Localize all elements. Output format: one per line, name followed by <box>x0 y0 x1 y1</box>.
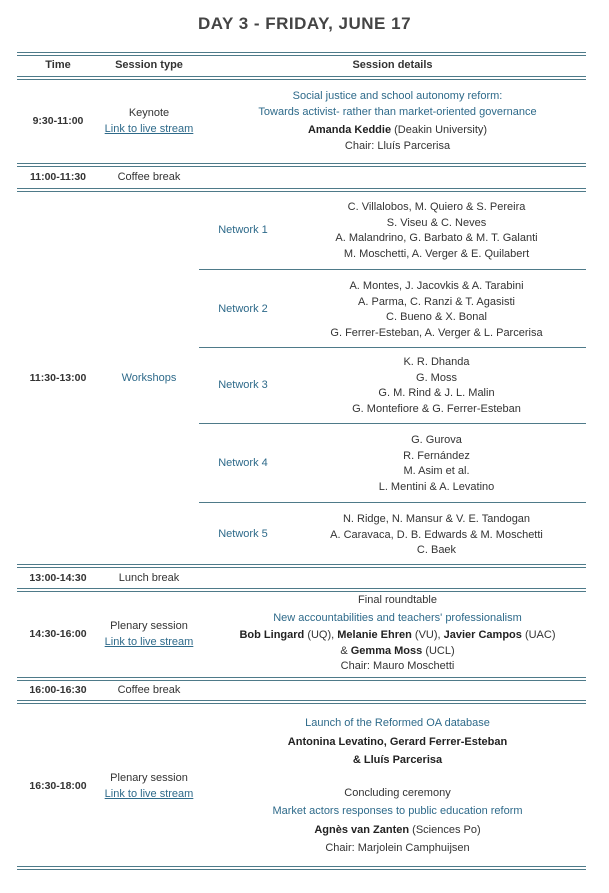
speakers-line-1 <box>209 733 586 752</box>
speaker-name: Javier Campos <box>443 629 522 641</box>
table-top-rule <box>17 52 586 56</box>
network-name: Network 2 <box>218 303 268 315</box>
time-cell: 13:00-14:30 <box>29 572 87 584</box>
network-presenters <box>287 512 586 559</box>
network-presenters <box>287 433 586 495</box>
session-label: Concluding ceremony <box>344 786 451 799</box>
presenter-line: M. Asim et al. <box>403 465 470 477</box>
speaker-name: & Lluís Parcerisa <box>352 754 443 766</box>
presenter-line: C. Villalobos, M. Quiero & S. Pereira <box>347 201 526 213</box>
speaker-affiliation: (Deakin University) <box>391 124 488 136</box>
row-rule <box>17 188 586 192</box>
presenter-line: N. Ridge, N. Mansur & V. E. Tandogan <box>342 513 531 525</box>
speakers-line-2 <box>209 644 586 660</box>
time-cell: 11:00-11:30 <box>29 171 87 183</box>
row-rule <box>17 677 586 681</box>
session-type-cell <box>99 106 199 137</box>
time-cell: 14:30-16:00 <box>29 628 87 640</box>
speaker-line <box>209 821 586 840</box>
time-cell: 9:30-11:00 <box>32 115 84 127</box>
session-details-cell <box>209 89 586 154</box>
session-title-line-1: Social justice and school autonomy reform: <box>292 90 503 102</box>
presenter-line: K. R. Dhanda <box>403 356 470 368</box>
session-type-label: Plenary session <box>110 620 188 632</box>
time-cell: 16:00-16:30 <box>29 684 87 696</box>
session-title: New accountabilities and teachers' professionalism <box>273 611 522 624</box>
network-name: Network 4 <box>218 457 268 469</box>
session-details-cell <box>209 592 586 675</box>
live-stream-link[interactable]: Link to live stream <box>104 122 194 135</box>
session-type-cell: Lunch break <box>118 572 180 584</box>
network-presenters <box>287 279 586 341</box>
session-type-label: Keynote <box>128 107 170 119</box>
chair-line: Chair: Mauro Moschetti <box>340 660 455 672</box>
chair-line: Chair: Lluís Parcerisa <box>344 139 451 152</box>
speaker-affiliation: (UCL) <box>422 644 455 657</box>
network-presenters <box>287 200 586 262</box>
live-stream-link[interactable]: Link to live stream <box>104 787 194 800</box>
session-type-label: Plenary session <box>110 772 188 784</box>
speaker-affiliation: (VU), <box>411 629 444 641</box>
session-type-cell: Workshops <box>121 372 177 384</box>
speakers-line-2 <box>209 751 586 770</box>
network-name: Network 1 <box>218 224 268 236</box>
network-divider <box>199 502 586 503</box>
header-rule <box>17 76 586 80</box>
presenter-line: R. Fernández <box>403 449 470 462</box>
presenter-line: G. Gurova <box>411 434 462 446</box>
network-divider <box>199 269 586 270</box>
presenter-line: A. Caravaca, D. B. Edwards & M. Moschetti <box>330 528 543 541</box>
session-details-cell <box>209 714 586 858</box>
header-session-type: Session type <box>115 59 183 71</box>
time-cell: 16:30-18:00 <box>29 780 87 792</box>
page-title: DAY 3 - FRIDAY, JUNE 17 <box>197 14 412 33</box>
network-presenters <box>287 355 586 417</box>
header-session-details: Session details <box>352 59 433 71</box>
presenter-line: C. Bueno & X. Bonal <box>386 311 487 323</box>
session-title: Market actors responses to public education reform <box>272 805 523 817</box>
speaker-line <box>209 123 586 139</box>
session-type-cell <box>99 619 199 650</box>
session-title-line-2: Towards activist- rather than market-oriented governance <box>258 105 537 118</box>
network-divider <box>199 423 586 424</box>
speaker-affiliation: (UAC) <box>521 629 556 641</box>
presenter-line: A. Malandrino, G. Barbato & M. T. Galanti <box>335 232 538 244</box>
presenter-line: G. M. Rind & J. L. Malin <box>378 387 495 399</box>
table-bottom-rule <box>17 866 586 870</box>
presenter-line: G. Montefiore & G. Ferrer-Esteban <box>352 402 521 415</box>
network-name: Network 3 <box>218 379 268 391</box>
chair-line: Chair: Marjolein Camphuijsen <box>325 842 470 854</box>
speaker-name: Antonina Levatino, Gerard Ferrer-Esteban <box>287 735 508 748</box>
session-type-cell: Coffee break <box>117 171 181 183</box>
speaker-affiliation: (Sciences Po) <box>409 823 481 836</box>
presenter-line: M. Moschetti, A. Verger & E. Quilabert <box>343 247 530 260</box>
ampersand: & <box>340 644 351 657</box>
network-divider <box>199 347 586 348</box>
speaker-name: Bob Lingard <box>239 629 305 641</box>
session-title: Launch of the Reformed OA database <box>305 717 490 729</box>
speaker-name: Melanie Ehren <box>337 629 412 641</box>
time-cell: 11:30-13:00 <box>29 372 87 384</box>
presenter-line: L. Mentini & A. Levatino <box>378 480 495 493</box>
row-rule <box>17 700 586 704</box>
presenter-line: A. Montes, J. Jacovkis & A. Tarabini <box>349 280 524 292</box>
speaker-name: Agnès van Zanten <box>314 823 410 836</box>
row-rule <box>17 564 586 568</box>
session-type-cell <box>99 771 199 802</box>
session-type-cell: Coffee break <box>117 684 181 696</box>
session-label: Final roundtable <box>358 594 437 606</box>
row-rule <box>17 163 586 167</box>
presenter-line: C. Baek <box>416 544 457 556</box>
live-stream-link[interactable]: Link to live stream <box>104 635 194 648</box>
presenter-line: A. Parma, C. Ranzi & T. Agasisti <box>358 295 515 308</box>
speaker-name: Gemma Moss <box>350 644 423 657</box>
speakers-line-1 <box>209 628 586 644</box>
network-name: Network 5 <box>218 528 268 540</box>
presenter-line: G. Moss <box>416 371 457 384</box>
presenter-line: S. Viseu & C. Neves <box>386 216 487 229</box>
presenter-line: G. Ferrer-Esteban, A. Verger & L. Parcerisa <box>330 326 543 339</box>
speaker-name: Amanda Keddie <box>307 124 392 136</box>
header-time: Time <box>45 59 71 71</box>
speaker-affiliation: (UQ), <box>304 629 338 641</box>
